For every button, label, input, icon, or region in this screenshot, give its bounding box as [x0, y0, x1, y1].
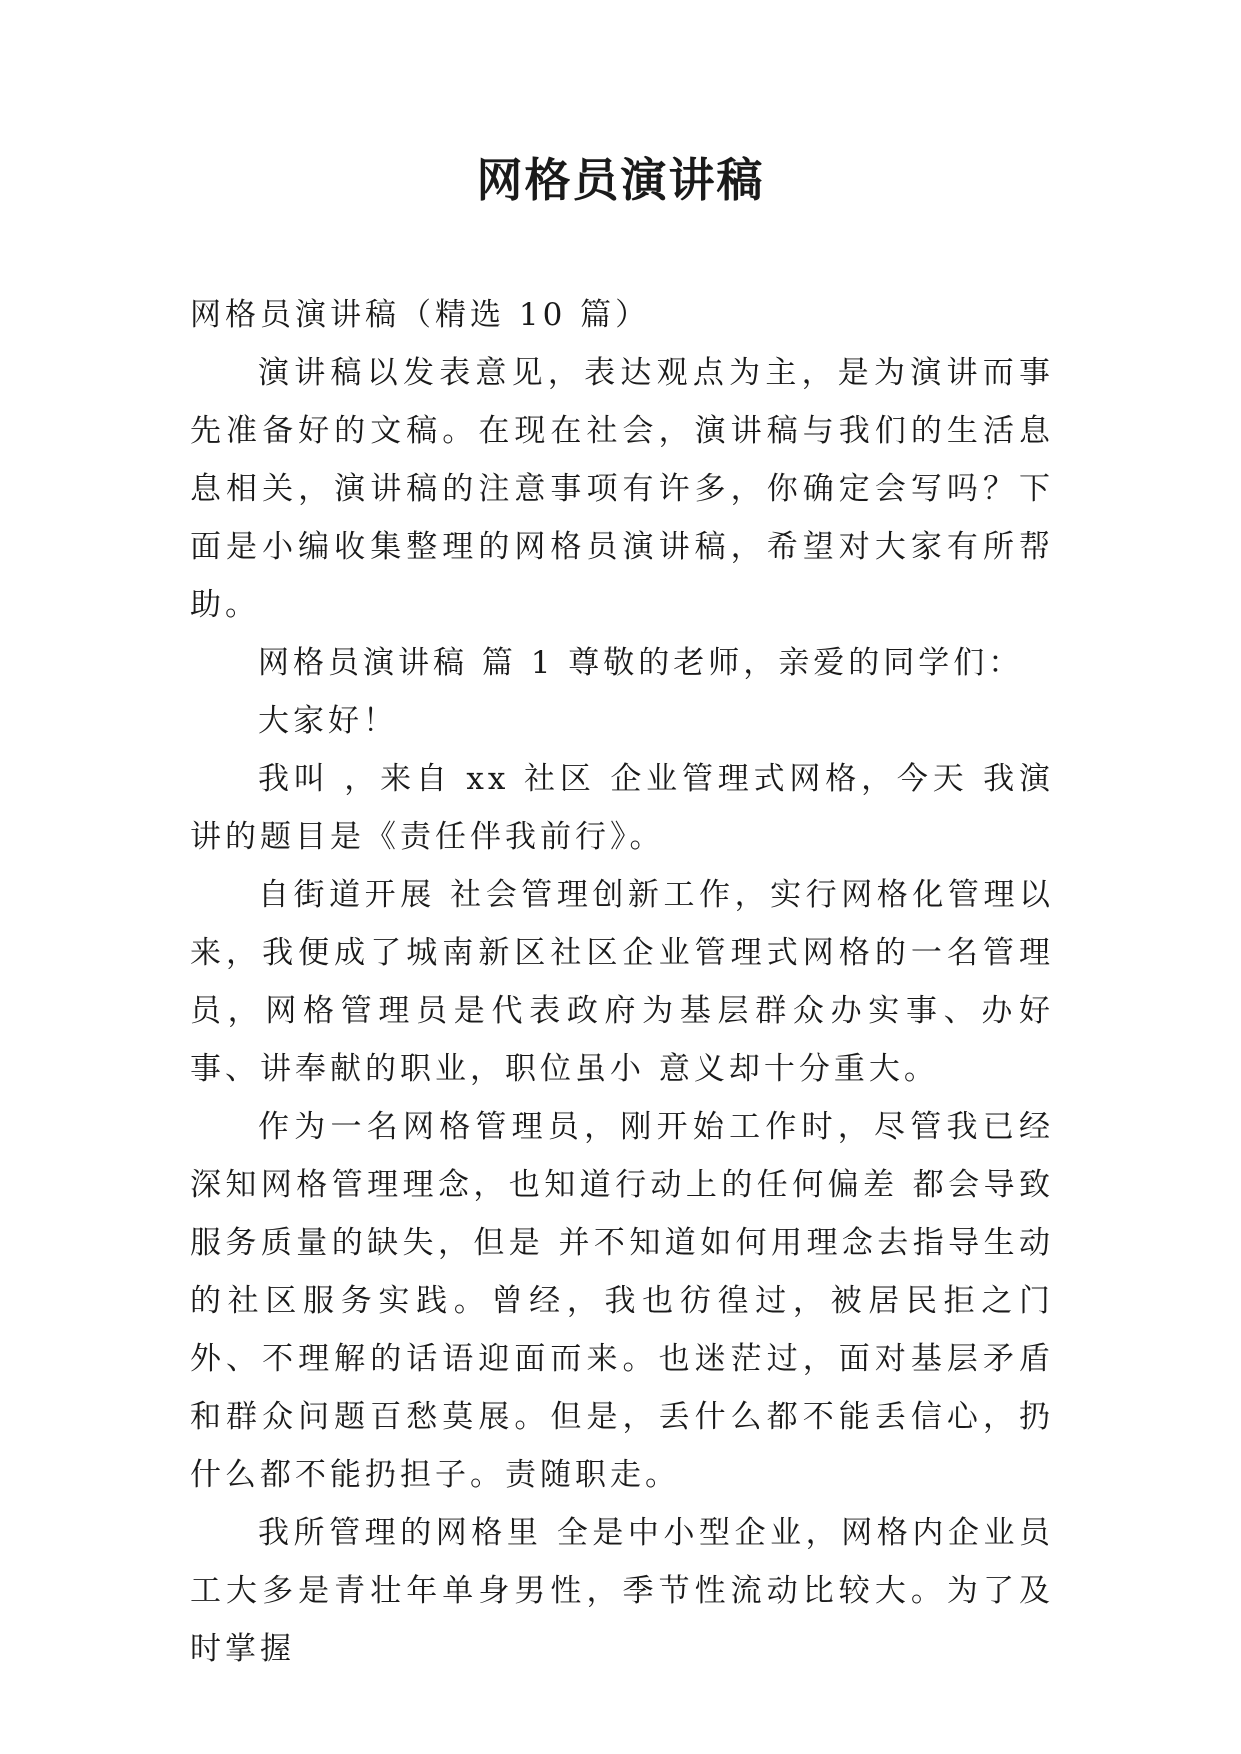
document-body [190, 286, 1054, 1678]
paragraph-greeting: 大家好！ [258, 703, 398, 739]
document-subtitle: 网格员演讲稿（精选 10 篇） [190, 297, 651, 333]
paragraph-section-heading: 网格员演讲稿 篇 1 尊敬的老师，亲爱的同学们： [258, 645, 1024, 681]
paragraph-background: 自街道开展 社会管理创新工作，实行网格化管理以来，我便成了城南新区社区企业管理式网格的一名管理员，网格管理员是代表政府为基层群众办实事、办好事、讲奉献的职业，职位虽小 意义却十分重大。 [190, 877, 1054, 1087]
paragraph-self-intro: 我叫 ，来自 xx 社区 企业管理式网格，今天 我演讲的题目是《责任伴我前行》。 [190, 761, 1054, 855]
paragraph-grid-management: 我所管理的网格里 全是中小型企业，网格内企业员工大多是青壮年单身男性，季节性流动比较大。为了及时掌握 [190, 1515, 1054, 1667]
paragraph-experience: 作为一名网格管理员，刚开始工作时，尽管我已经深知网格管理理念，也知道行动上的任何偏差 都会导致服务质量的缺失，但是 并不知道如何用理念去指导生动的社区服务实践。曾经，我也彷徨过，被居民拒之门外、不理解的话语迎面而来。也迷茫过，面对基层矛盾和群众问题百愁莫展。但是，丢什么都不能丢信心，扔什么都不能扔担子。责随职走。 [190, 1109, 1054, 1493]
document-title: 网格员演讲稿 [476, 153, 765, 207]
paragraph-intro: 演讲稿以发表意见，表达观点为主，是为演讲而事先准备好的文稿。在现在社会，演讲稿与我们的生活息息相关，演讲稿的注意事项有许多，你确定会写吗？下面是小编收集整理的网格员演讲稿，希望对大家有所帮助。 [190, 355, 1054, 623]
